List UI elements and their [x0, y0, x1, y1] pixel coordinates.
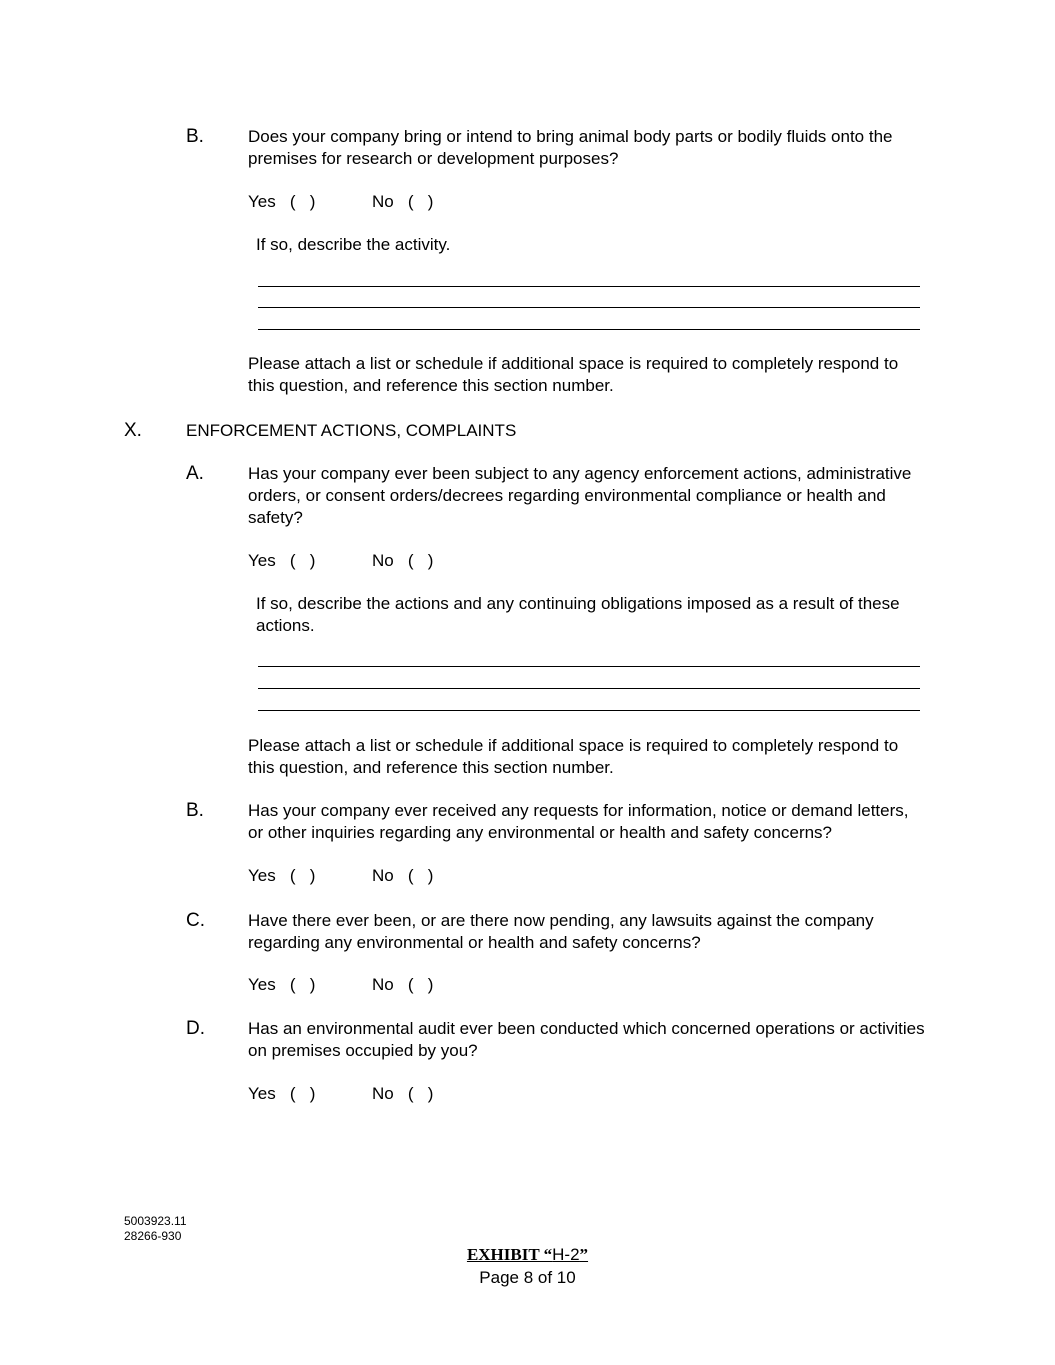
answer-line[interactable] [258, 710, 920, 711]
yes-no-row-x-a [248, 550, 434, 572]
exhibit-id: H-2 [552, 1245, 580, 1264]
document-number: 5003923.11 [124, 1214, 187, 1228]
yes-no-row-x-c [248, 974, 434, 996]
attach-note-ix-b: Please attach a list or schedule if additional space is required to completely respond to this question, and reference this section number. [248, 354, 899, 395]
item-marker-x-d: D. [186, 1018, 205, 1039]
exhibit-label: EXHIBIT “ [466, 1245, 553, 1264]
item-marker-x-a: A. [186, 463, 204, 484]
yes-option[interactable]: Yes ( ) [248, 866, 316, 885]
yes-option[interactable]: Yes ( ) [248, 192, 316, 211]
yes-option[interactable]: Yes ( ) [248, 975, 316, 994]
describe-prompt-x-a: If so, describe the actions and any continuing obligations imposed as a result of these actions. [256, 594, 900, 635]
question-x-a: Has your company ever been subject to any agency enforcement actions, administrative orders, or consent orders/decrees regarding environmental compliance or health and safety? [248, 464, 912, 527]
question-ix-b: Does your company bring or intend to bring animal body parts or bodily fluids onto the premises for research or development purposes? [248, 127, 893, 168]
no-option[interactable]: No ( ) [372, 1084, 434, 1103]
yes-option[interactable]: Yes ( ) [248, 551, 316, 570]
answer-line[interactable] [258, 688, 920, 689]
no-option[interactable]: No ( ) [372, 975, 434, 994]
question-x-c: Have there ever been, or are there now pending, any lawsuits against the company regarding any environmental or health and safety concerns? [248, 911, 874, 952]
item-marker-ix-b: B. [186, 126, 204, 147]
no-option[interactable]: No ( ) [372, 551, 434, 570]
answer-line[interactable] [258, 329, 920, 330]
section-heading-x: ENFORCEMENT ACTIONS, COMPLAINTS [186, 421, 517, 440]
no-option[interactable]: No ( ) [372, 192, 434, 211]
question-x-b: Has your company ever received any requests for information, notice or demand letters, or other inquiries regarding any environmental or health and safety concerns? [248, 801, 909, 842]
exhibit-close-quote: ” [579, 1245, 589, 1264]
item-marker-x-c: C. [186, 910, 205, 931]
section-marker-x: X. [124, 420, 142, 441]
file-number: 28266-930 [124, 1229, 182, 1243]
yes-no-row-x-b [248, 865, 434, 887]
answer-line[interactable] [258, 286, 920, 287]
item-marker-x-b: B. [186, 800, 204, 821]
answer-line[interactable] [258, 666, 920, 667]
yes-no-row-x-d [248, 1083, 434, 1105]
attach-note-x-a: Please attach a list or schedule if additional space is required to completely respond to this question, and reference this section number. [248, 736, 899, 777]
question-x-d: Has an environmental audit ever been conducted which concerned operations or activities on premises occupied by you? [248, 1019, 925, 1060]
no-option[interactable]: No ( ) [372, 866, 434, 885]
describe-prompt-ix-b: If so, describe the activity. [256, 235, 451, 254]
answer-line[interactable] [258, 307, 920, 308]
yes-option[interactable]: Yes ( ) [248, 1084, 316, 1103]
yes-no-row-ix-b [248, 191, 434, 213]
exhibit-title [0, 1245, 1055, 1265]
page-number: Page 8 of 10 [479, 1268, 576, 1287]
